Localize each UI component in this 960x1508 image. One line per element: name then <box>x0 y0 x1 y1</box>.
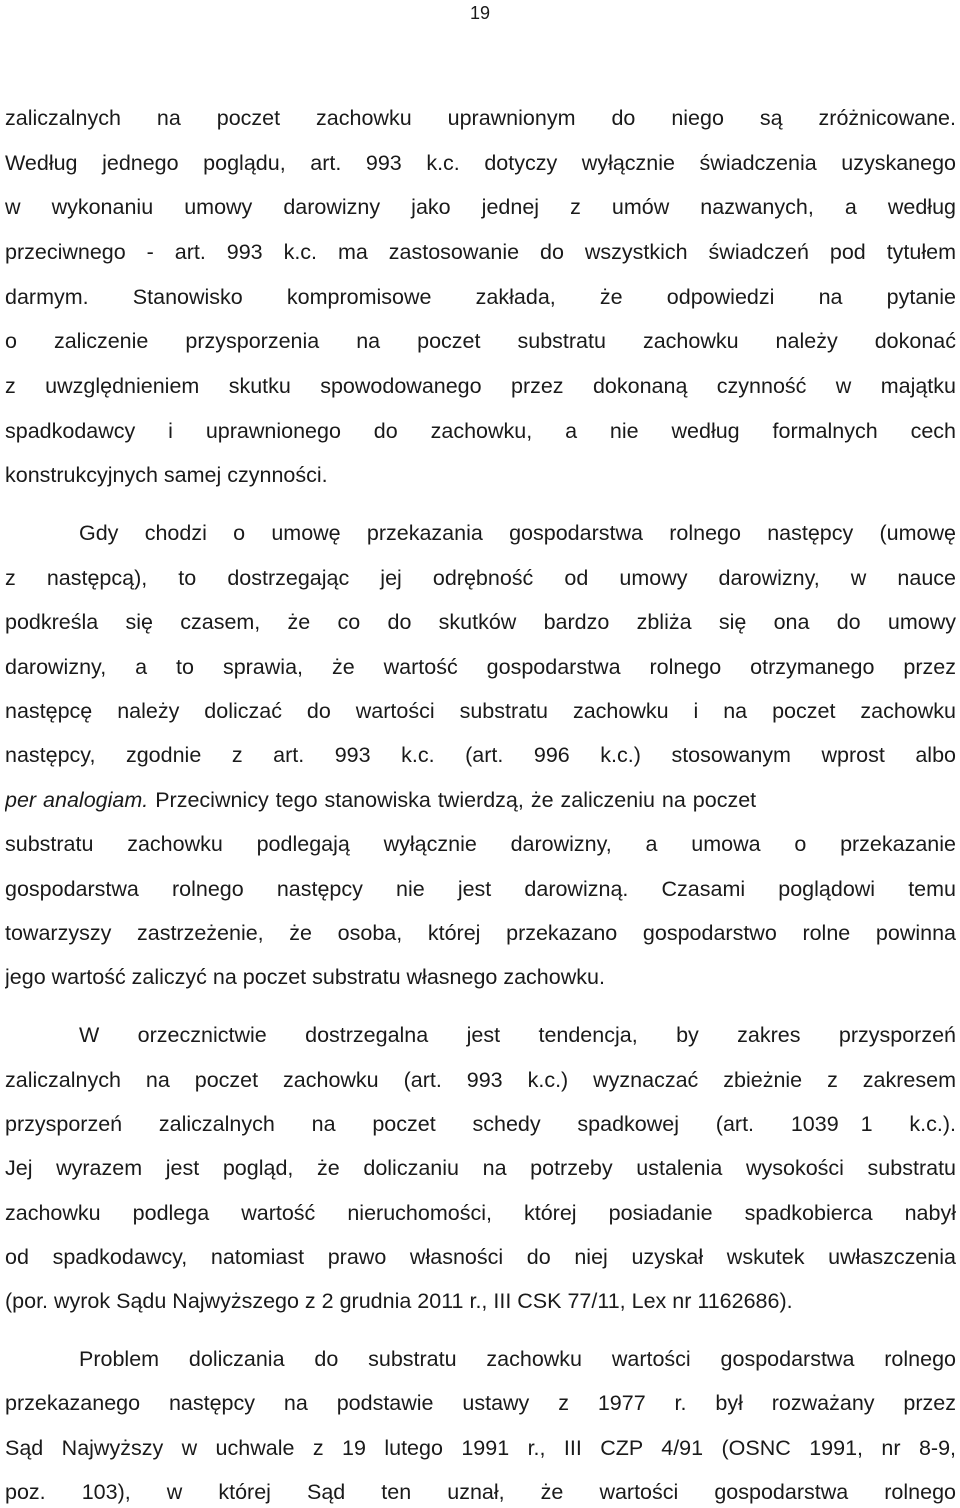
paragraph-first-line: Problem doliczania do substratu zachowku wartości gospodarstwa rolnego <box>79 1347 956 1371</box>
text-line: konstrukcyjnych samej czynności. <box>5 463 328 487</box>
text-line <box>5 786 956 814</box>
text-line: Według jednego poglądu, art. 993 k.c. dotyczy wyłącznie świadczenia uzyskanego <box>5 151 956 175</box>
text-line: Jej wyrazem jest pogląd, że doliczaniu na potrzeby ustalenia wysokości substratu <box>5 1156 956 1180</box>
paragraph-first-line: Gdy chodzi o umowę przekazania gospodarstwa rolnego następcy (umowę <box>79 521 956 545</box>
text-line: zaliczalnych na poczet zachowku uprawnionym do niego są zróżnicowane. <box>5 106 956 130</box>
text-line: od spadkodawcy, natomiast prawo własności do niej uzyskał wskutek uwłaszczenia <box>5 1245 956 1269</box>
text-line: w wykonaniu umowy darowizny jako jednej z umów nazwanych, a według <box>5 195 956 219</box>
text-span: przysporzeń zaliczalnych na poczet schedy spadkowej (art. 1039 <box>5 1112 839 1136</box>
text-line: jego wartość zaliczyć na poczet substratu własnego zachowku. <box>5 965 605 989</box>
text-line: Sąd Najwyższy w uchwale z 19 lutego 1991 r., III CZP 4/91 (OSNC 1991, nr 8-9, <box>5 1436 956 1460</box>
text-line: poz. 103), w której Sąd ten uznał, że wartości gospodarstwa rolnego <box>5 1480 956 1504</box>
text-line: darmym. Stanowisko kompromisowe zakłada, że odpowiedzi na pytanie <box>5 285 956 309</box>
text-line: darowizny, a to sprawia, że wartość gospodarstwa rolnego otrzymanego przez <box>5 655 956 679</box>
text-line: przekazanego następcy na podstawie ustawy z 1977 r. był rozważany przez <box>5 1391 956 1415</box>
text-line: spadkodawcy i uprawnionego do zachowku, a nie według formalnych cech <box>5 419 956 443</box>
text-line: gospodarstwa rolnego następcy nie jest darowizną. Czasami poglądowi temu <box>5 877 956 901</box>
text-line: substratu zachowku podlegają wyłącznie darowizny, a umowa o przekazanie <box>5 832 956 856</box>
text-span: Przeciwnicy tego stanowiska twierdzą, że zaliczeniu na poczet <box>155 788 757 812</box>
text-line: podkreśla się czasem, że co do skutków bardzo zbliża się ona do umowy <box>5 610 956 634</box>
text-line: z uwzględnieniem skutku spowodowanego przez dokonaną czynność w majątku <box>5 374 956 398</box>
latin-phrase: per analogiam. <box>5 788 149 812</box>
text-line: następcy, zgodnie z art. 993 k.c. (art. 996 k.c.) stosowanym wprost albo <box>5 743 956 767</box>
paragraph-first-line: W orzecznictwie dostrzegalna jest tendencja, by zakres przysporzeń <box>79 1023 956 1047</box>
text-line: następcę należy doliczać do wartości substratu zachowku i na poczet zachowku <box>5 699 956 723</box>
text-line: przeciwnego - art. 993 k.c. ma zastosowanie do wszystkich świadczeń pod tytułem <box>5 240 956 264</box>
text-line <box>5 1110 956 1138</box>
text-line: zaliczalnych na poczet zachowku (art. 993 k.c.) wyznaczać zbieżnie z zakresem <box>5 1068 956 1092</box>
text-line: zachowku podlega wartość nieruchomości, której posiadanie spadkobierca nabył <box>5 1201 956 1225</box>
page-number: 19 <box>469 3 491 23</box>
text-line: z następcą), to dostrzegając jej odrębność od umowy darowizny, w nauce <box>5 566 956 590</box>
text-span: 1 k.c.). <box>860 1112 956 1136</box>
text-line: towarzyszy zastrzeżenie, że osoba, której przekazano gospodarstwo rolne powinna <box>5 921 956 945</box>
text-line: o zaliczenie przysporzenia na poczet substratu zachowku należy dokonać <box>5 329 956 353</box>
text-line: (por. wyrok Sądu Najwyższego z 2 grudnia 2011 r., III CSK 77/11, Lex nr 1162686). <box>5 1289 793 1313</box>
